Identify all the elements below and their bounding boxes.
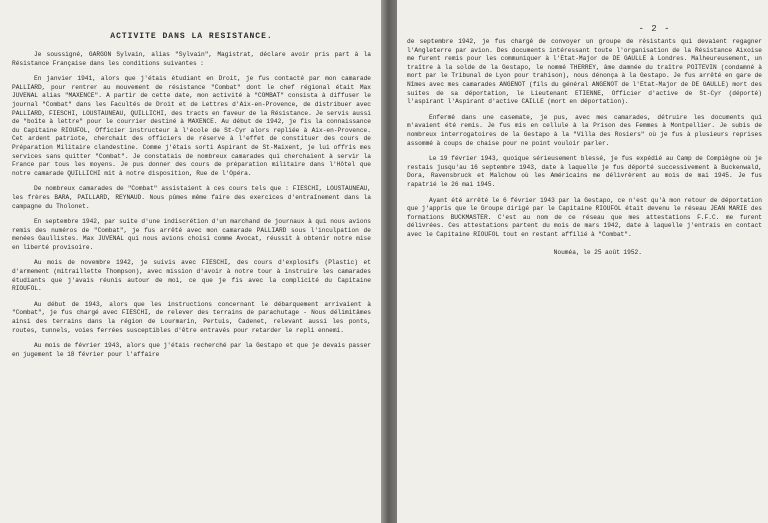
page-gutter: [381, 0, 397, 523]
paragraph: En janvier 1941, alors que j'étais étudiant en Droit, je fus contacté par mon camarade PALLIARD, pour rentrer au mouvement de résistance "Combat" dont le chef régional était Max JUVENAL alias "MAXENCE". A partir de cette date, mon activité à "COMBAT" consista à diffuser le journal "Combat" dans les Facultés de Droit et de Lettres d'Aix-en-Provence, de distribuer avec PALLIARD, FIESCHI, LOUSTAUNEAU, QUILLICHI, des tracts en faveur de la Résistance. Je servis aussi de "boîte à lettre" pour le courrier destiné à MAXENCE. Au début de 1942, je fis la connaissance du Capitaine RIOUFOL, Officier instructeur à l'école de St-Cyr alors repliée à Aix-en-Provence. Cet ardent patriote, cherchait des officiers de réserve à l'effet de constituer des cours de Préparation Militaire clandestine. Comme j'étais sorti Aspirant de St-Maixent, je lui offris mes services sans quitter "Combat". Je constatais de nombreux camarades qui cherchaient à servir la France par tous les moyens. Je pus donner des cours de préparation militaire dans l'Hôtel que notre camarade QUILLICHI mit à notre disposition, Rue de l'Opéra.: [12, 75, 371, 177]
paragraph: Le 19 février 1943, quoique sérieusement blessé, je fus expédié au Camp de Compiègne où je restais jusqu'au 16 septembre 1943, date à laquelle je fus déporté successivement à Buckenwald, Dora, Ravensbruck et Malchow où les Américains me délivrèrent au mois de mai 1945. Je fus rapatrié le 26 mai 1945.: [407, 155, 762, 188]
signature-date-line: Nouméa, le 25 août 1952.: [553, 249, 642, 257]
paragraph: De nombreux camarades de "Combat" assistaient à ces cours tels que : FIESCHI, LOUSTAUNEAU, les frères BARA, PAILLARD, REYNAUD. Nous pûmes même faire des exercices d'entraînement dans la campagne du Tholonet.: [12, 185, 371, 210]
document-page-2: [397, 0, 768, 523]
paragraph: Au mois de novembre 1942, je suivis avec FIESCHI, des cours d'explosifs (Plastic) et d'armement (mitraillette Thompson), avec mission d'avoir à notre tour à instruire les camarades étudiants que j'avais réunis autour de moi, ce que je fis avec la complicité du Capitaine RIOUFOL.: [12, 259, 371, 293]
page-number: - 2 -: [638, 24, 671, 34]
document-title: ACTIVITE DANS LA RESISTANCE.: [110, 32, 273, 41]
paragraph: Au mois de février 1943, alors que j'étais recherché par la Gestapo et que je devais passer en jugement le 18 février pour l'affaire: [12, 342, 371, 358]
paragraph: Ayant été arrêté le 6 février 1943 par la Gestapo, ce n'est qu'à mon retour de déportation que j'appris que le Groupe dirigé par le Capitaine RIOUFOL était devenu le réseau JEAN MARIE des formations BUCKMASTER. C'est au nom de ce réseau que mes attestations F.F.C. me furent délivrées. Ces attestations partent du mois de mars 1942, date à laquelle j'entrais en contact avec le Capitaine RIOUFOL tout en restant affilié à "Combat".: [407, 196, 762, 238]
paragraph: En septembre 1942, par suite d'une indiscrétion d'un marchand de journaux à qui nous avions remis des numéros de "Combat", je fus arrêté avec mon camarade PALLIARD sous l'inculpation de menées Gaullistes. Max JUVENAL qui nous avions choisi comme Avocat, réussit à obtenir notre mise en liberté provisoire.: [12, 218, 371, 251]
paragraph: Au début de 1943, alors que les instructions concernant le débarquement arrivaient à "Combat", je fus chargé avec FIESCHI, de relever des terrains de parachutage - Nous délimitâmes ainsi des terrains dans la région de Lourmarin, Pertuis, Cadenet, relevant aussi les ponts, routes, tunnels, voies ferrées susceptibles d'être entravés pour retarder le repli ennemi.: [12, 300, 371, 334]
paragraph: Enfermé dans une casemate, je pus, avec mes camarades, détruire les documents qui m'avaient été remis. Je fus mis en cellule à la Prison des Femmes à Montpellier. Je subis de nombreux interrogatoires de la Gestapo à la "Villa des Rosiers" où je fus à plusieurs reprises assommé à coups de chaise pour ne point vouloir parler.: [407, 113, 762, 147]
paragraph: de septembre 1942, je fus chargé de convoyer un groupe de résistants qui devaient regagner l'Angleterre par avion. Des documents intéressant toute l'organisation de la Résistance Aixoise me furent remis pour les communiquer à l'Etat-Major de DE GAULLE à Londres. Malheureusement, un traître à la solde de la Gestapo, le nommé THERREY, âme damnée du traître POITEVIN (condamné à mort par le Tribunal de Lyon pour trahison), nous dénonça à la Gestapo. Je fus arrêté en gare de Nîmes avec mes camarades ANGENOT (fils du général ANGENOT de l'Etat-Major de DE GAULLE) mort des suites de sa déportation, le Lieutenant ETIENNE, Officier d'active de St-Cyr (déporté) l'aspirant l'Aspirant d'active CAILLE (mort en déportation).: [407, 38, 762, 106]
document-page-1: [0, 0, 381, 523]
paragraph: Je soussigné, GARGON Sylvain, alias "Sylvain", Magistrat, déclare avoir pris part à la Résistance Française dans les conditions suivantes :: [12, 51, 371, 67]
